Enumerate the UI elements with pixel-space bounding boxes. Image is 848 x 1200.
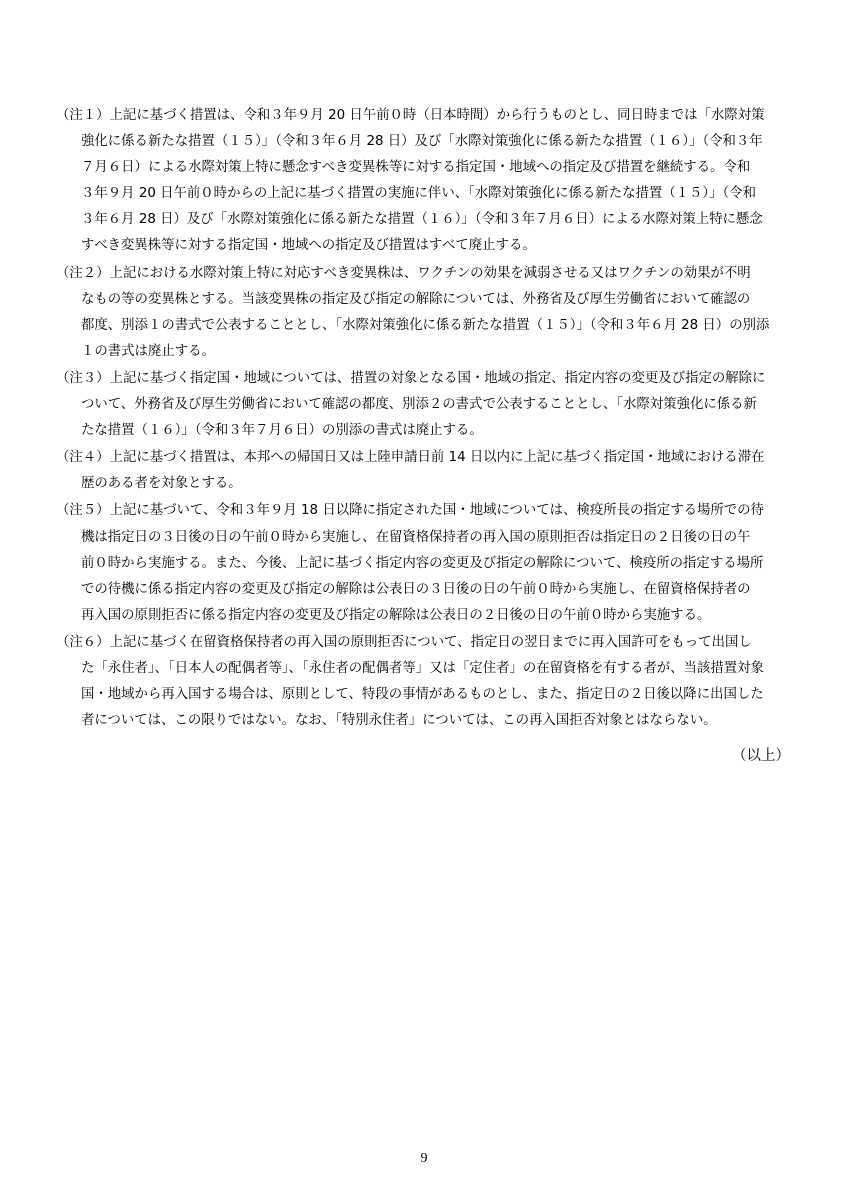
note-line: た「永住者」、「日本人の配偶者等」、「永住者の配偶者等」又は「定住者」の在留資格を有する者が、当該措置対象 <box>81 660 764 676</box>
note-5 <box>56 498 816 628</box>
note-line: （注４）上記に基づく措置は、本邦への帰国日又は上陸申請日前 14 日以内に上記に基づく指定国・地域における滞在 <box>56 450 765 466</box>
note-line: １の書式は廃止する。 <box>81 343 215 359</box>
note-line: 強化に係る新たな措置（１５）」（令和３年６月 28 日）及び「水際対策強化に係る新たな措置（１６）」（令和３年 <box>81 134 763 150</box>
note-1 <box>56 103 816 260</box>
note-line: ７月６日）による水際対策上特に懸念すべき変異株等に対する指定国・地域への指定及び措置を継続する。令和 <box>81 160 751 176</box>
note-line: ついて、外務省及び厚生労働省において確認の都度、別添２の書式で公表することとし、「水際対策強化に係る新 <box>81 397 757 413</box>
closing-mark: （以上） <box>732 748 790 764</box>
note-line: ３年６月 28 日）及び「水際対策強化に係る新たな措置（１６）」（令和３年７月６日）による水際対策上特に懸念 <box>81 212 763 228</box>
note-line: 都度、別添１の書式で公表することとし、「水際対策強化に係る新たな措置（１５）」（令和３年６月 28 日）の別添 <box>81 317 770 333</box>
note-2 <box>56 261 816 365</box>
note-line: 前０時から実施する。また、今後、上記に基づく指定内容の変更及び指定の解除について、検疫所の指定する場所 <box>81 555 764 571</box>
note-4 <box>56 445 816 497</box>
note-6 <box>56 630 816 734</box>
note-3 <box>56 366 816 444</box>
note-line: たな措置（１６）」（令和３年７月６日）の別添の書式は廃止する。 <box>81 423 483 439</box>
note-line: 機は指定日の３日後の日の午前０時から実施し、在留資格保持者の再入国の原則拒否は指定日の２日後の日の午 <box>81 529 751 545</box>
note-line: （注６）上記に基づく在留資格保持者の再入国の原則拒否について、指定日の翌日までに再入国許可をもって出国し <box>56 634 752 650</box>
note-line: 歴のある者を対象とする。 <box>81 476 242 492</box>
note-line: （注２）上記における水際対策上特に対応すべき変異株は、ワクチンの効果を減弱させる又はワクチンの効果が不明 <box>56 265 751 281</box>
page-number: 9 <box>420 1151 428 1166</box>
note-line: 国・地域から再入国する場合は、原則として、特段の事情があるものとし、また、指定日の２日後以降に出国した <box>81 687 764 703</box>
note-line: での待機に係る指定内容の変更及び指定の解除は公表日の３日後の日の午前０時から実施し、在留資格保持者の <box>81 581 751 597</box>
note-line: （注３）上記に基づく指定国・地域については、措置の対象となる国・地域の指定、指定内容の変更及び指定の解除に <box>56 370 766 386</box>
note-line: 者については、この限りではない。なお、「特別永住者」については、この再入国拒否対象とはならない。 <box>81 713 717 729</box>
note-line: ３年９月 20 日午前０時からの上記に基づく措置の実施に伴い、「水際対策強化に係る新たな措置（１５）」（令和 <box>81 186 756 202</box>
notes-list <box>56 103 816 735</box>
note-line: なもの等の変異株とする。当該変異株の指定及び指定の解除については、外務省及び厚生労働省において確認の <box>81 291 751 307</box>
note-line: すべき変異株等に対する指定国・地域への指定及び措置はすべて廃止する。 <box>81 238 536 254</box>
note-line: （注１）上記に基づく措置は、令和３年９月 20 日午前０時（日本時間）から行うものとし、同日時までは「水際対策 <box>56 108 765 123</box>
note-line: （注５）上記に基づいて、令和３年９月 18 日以降に指定された国・地域については、検疫所長の指定する場所での待 <box>56 503 764 519</box>
note-line: 再入国の原則拒否に係る指定内容の変更及び指定の解除は公表日の２日後の日の午前０時から実施する。 <box>81 607 711 623</box>
